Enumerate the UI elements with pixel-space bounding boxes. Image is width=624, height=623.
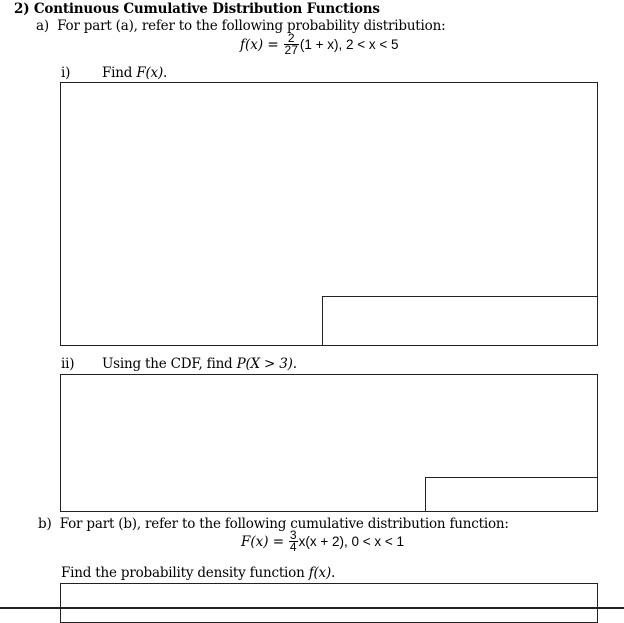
part-a-intro: For part (a), refer to the following probability distribution:	[57, 18, 446, 34]
sub-i-label: i)	[61, 65, 71, 81]
part-a-formula-rhs: (1 + x), 2 < x < 5	[299, 37, 399, 53]
part-a-formula-fraction	[284, 33, 299, 56]
part-b-task	[61, 565, 335, 581]
answer-box-ii[interactable]	[425, 477, 598, 512]
part-a-formula-lhs: f(x) =	[240, 37, 279, 54]
part-b-task-math: f(x)	[308, 565, 332, 581]
sub-ii-text-prefix: Using the CDF, find	[102, 356, 237, 372]
sub-ii-label: ii)	[61, 356, 75, 372]
part-b-formula-fraction	[289, 530, 298, 553]
sub-ii-text-suffix: .	[292, 356, 297, 372]
answer-box-i[interactable]	[322, 296, 598, 346]
part-a-formula-numerator: 2	[284, 33, 299, 45]
question-heading: 2) Continuous Cumulative Distribution Functions	[14, 1, 380, 17]
part-b-task-prefix: Find the probability density function	[61, 565, 309, 581]
part-a-formula	[240, 31, 399, 57]
sub-ii-text	[102, 356, 297, 372]
part-b-formula-rhs: x(x + 2), 0 < x < 1	[298, 534, 405, 550]
part-a-formula-denominator: 27	[284, 43, 298, 57]
sub-i-text	[102, 65, 167, 81]
part-a-intro-line	[36, 18, 445, 34]
part-b-formula-denominator: 4	[289, 540, 297, 554]
part-b-intro: For part (b), refer to the following cumulative distribution function:	[59, 516, 509, 532]
part-b-label: b)	[38, 516, 52, 532]
part-b-formula-lhs: F(x) =	[241, 534, 285, 551]
sub-ii-text-math: P(X > 3)	[236, 356, 293, 372]
part-b-task-suffix: .	[331, 565, 336, 581]
part-b-intro-line	[38, 516, 509, 532]
sub-i-text-prefix: Find	[102, 65, 137, 81]
part-b-formula-numerator: 3	[289, 528, 297, 542]
work-area-b[interactable]	[60, 583, 598, 623]
part-a-label: a)	[36, 18, 49, 34]
page-bottom-rule	[0, 607, 624, 609]
sub-i-text-math: F(x)	[136, 65, 164, 81]
part-b-formula	[241, 528, 405, 554]
sub-i-text-suffix: .	[163, 65, 168, 81]
